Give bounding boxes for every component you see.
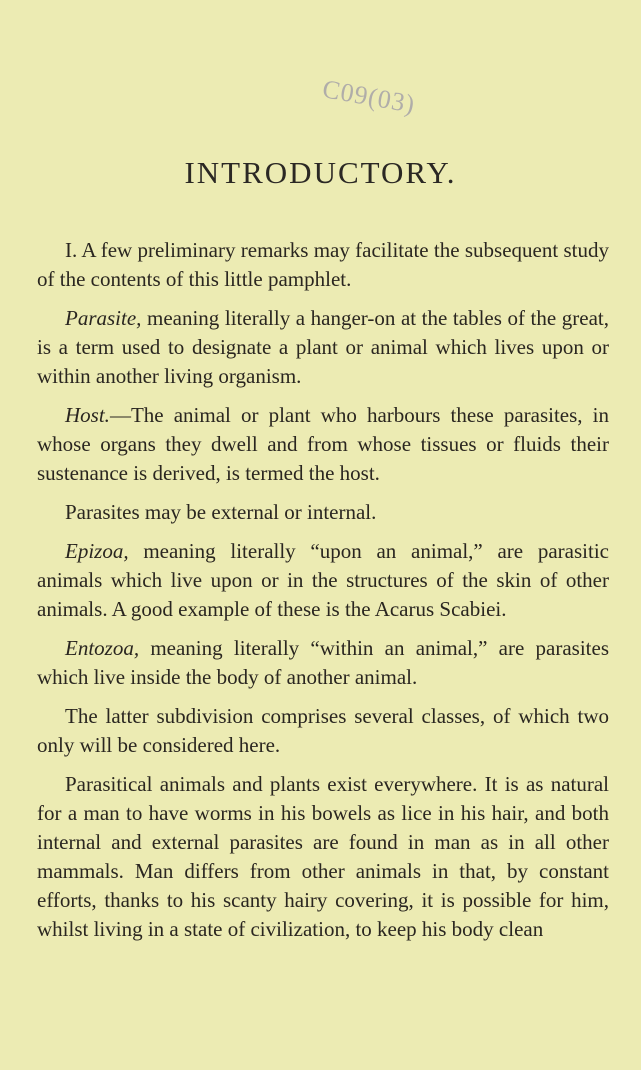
- paragraph-subdivision-text: The latter subdivision comprises several classes, of which two only will be considered here.: [37, 704, 609, 757]
- paragraph-external-internal-text: Parasites may be external or internal.: [65, 500, 377, 524]
- term-parasite: Parasite,: [65, 306, 142, 330]
- chapter-heading: INTRODUCTORY.: [184, 155, 457, 190]
- paragraph-parasitical: [37, 770, 609, 944]
- paragraph-parasite-text: meaning literally a hanger-on at the tables of the great, is a term used to designate a plant or animal which lives upon or within another living organism.: [37, 306, 609, 388]
- paragraph-1-text: I. A few preliminary remarks may facilitate the subsequent study of the contents of this little pamphlet.: [37, 238, 609, 291]
- library-stamp: C09(03): [320, 74, 418, 119]
- paragraph-epizoa-text: meaning literally “upon an animal,” are parasitic animals which live upon or in the structures of the skin of other animals. A good example of these is the Acarus Scabiei.: [37, 539, 609, 621]
- term-epizoa: Epizoa,: [65, 539, 129, 563]
- paragraph-entozoa: [37, 634, 609, 692]
- term-entozoa: Entozoa,: [65, 636, 140, 660]
- paragraph-subdivision: [37, 702, 609, 760]
- paragraph-host: [37, 401, 609, 488]
- paragraph-entozoa-text: meaning literally “within an animal,” are parasites which live inside the body of another animal.: [37, 636, 609, 689]
- term-host: Host.: [65, 403, 110, 427]
- paragraph-parasitical-text: Parasitical animals and plants exist everywhere. It is as natural for a man to have worms in his bowels as lice in his hair, and both internal and external parasites are found in man as in all other mammals. Man differs from other animals in that, by constant efforts, thanks to his scanty hairy covering, it is possible for him, whilst living in a state of civilization, to keep his body clean: [37, 772, 609, 941]
- body-text: [37, 236, 609, 954]
- paragraph-parasite: [37, 304, 609, 391]
- paragraph-external-internal: [37, 498, 609, 527]
- paragraph-epizoa: [37, 537, 609, 624]
- paragraph-1: [37, 236, 609, 294]
- paragraph-host-text: —The animal or plant who harbours these parasites, in whose organs they dwell and from whose tissues or fluids their sustenance is derived, is termed the host.: [37, 403, 609, 485]
